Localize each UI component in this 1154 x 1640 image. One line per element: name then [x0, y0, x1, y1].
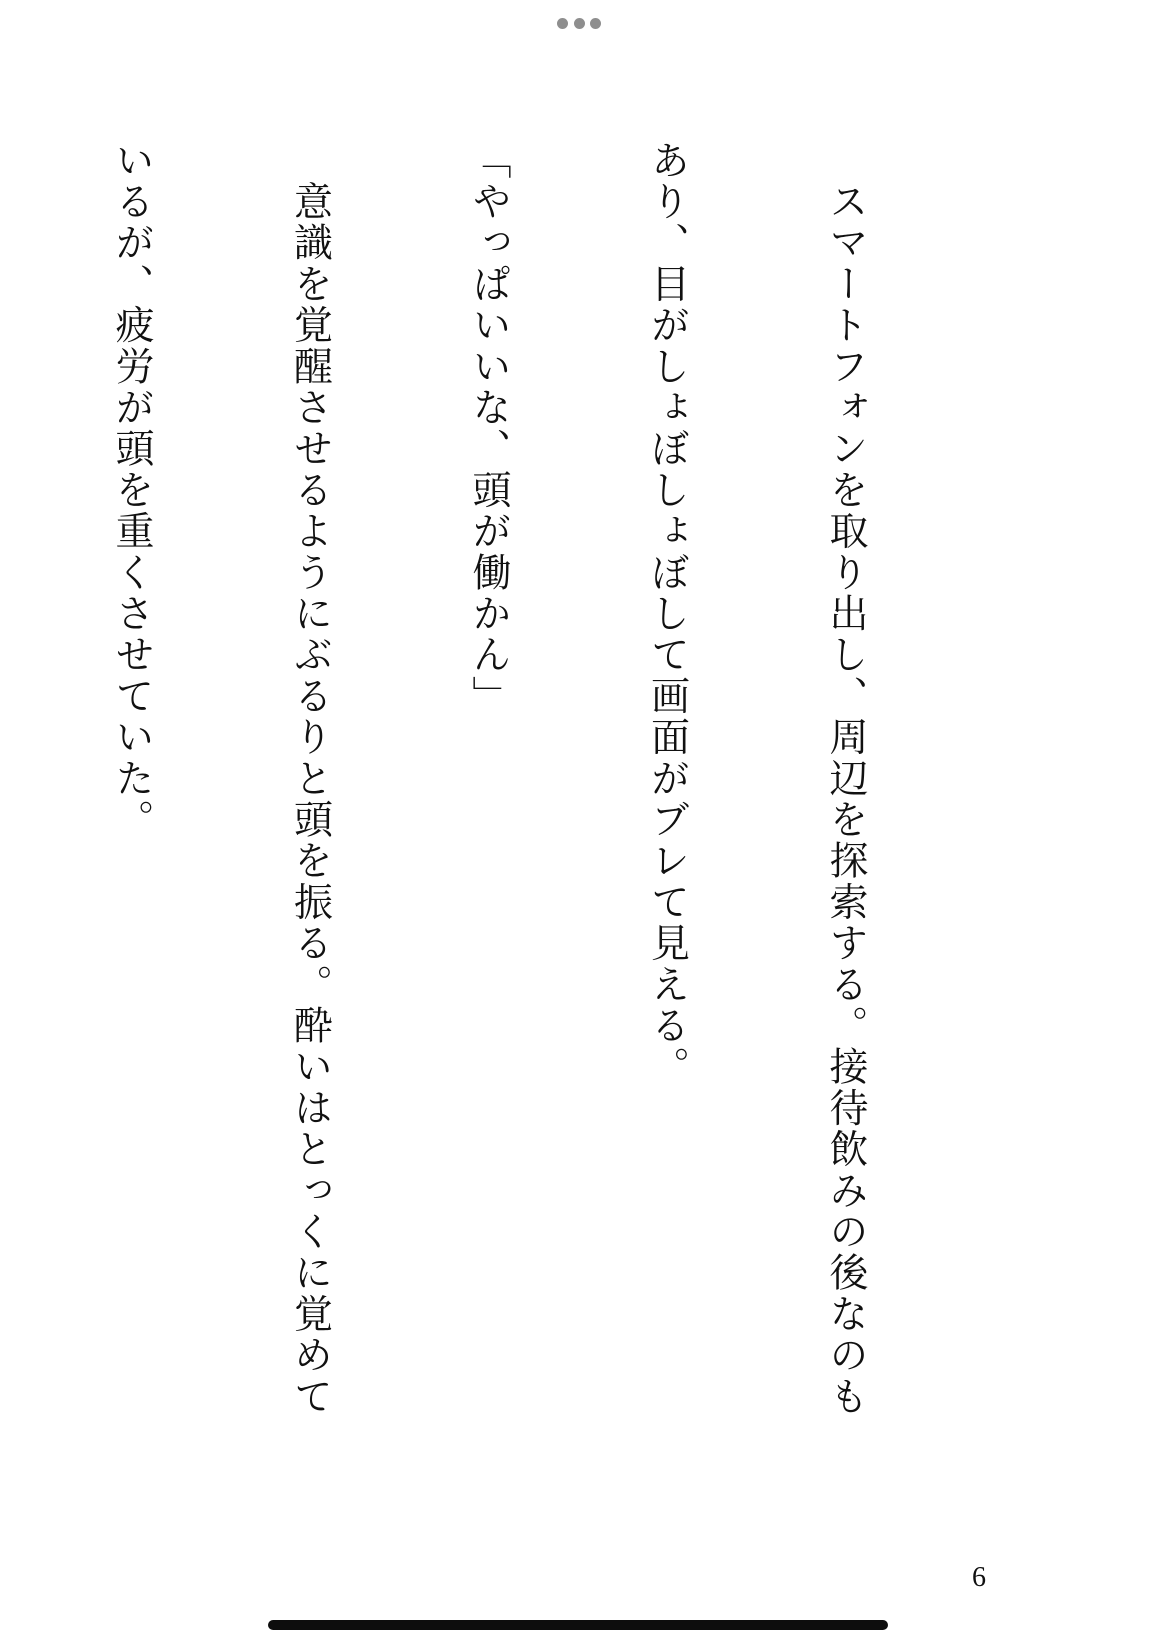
- text-line: いるが、疲労が頭を重くさせていた。: [109, 140, 154, 841]
- text-line: 「やっぱいいな、頭が働かん」: [466, 140, 511, 717]
- menu-dot: [574, 18, 585, 29]
- page-text: [109, 140, 994, 1500]
- menu-dot: [590, 18, 601, 29]
- text-line: スマートフォンを取り出し、周辺を探索する。接待飲みの後なのも: [823, 140, 868, 1418]
- home-indicator[interactable]: [268, 1620, 888, 1630]
- page-number: 6: [972, 1562, 986, 1593]
- text-line: 意識を覚醒させるようにぶるりと頭を振る。酔いはとっくに覚めて: [287, 140, 333, 1418]
- text-line: あり、目がしょぼしょぼして画面がブレて見える。: [644, 140, 690, 1088]
- more-dots-icon[interactable]: [557, 16, 601, 30]
- menu-dot: [557, 18, 568, 29]
